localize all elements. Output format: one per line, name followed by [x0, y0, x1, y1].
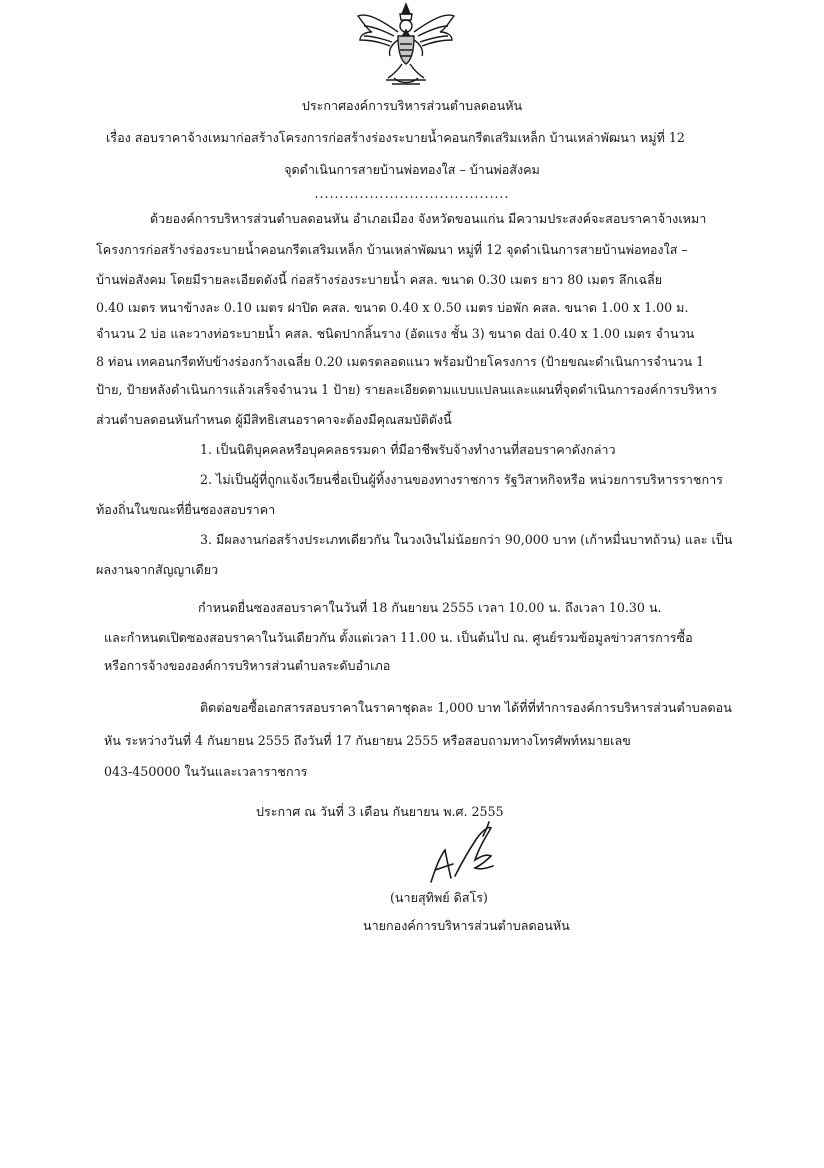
subject-line: เรื่อง สอบราคาจ้างเหมาก่อสร้างโครงการก่อสร้างร่องระบายน้ำคอนกรีตเสริมเหล็ก บ้านเหล่าพัฒนา หมู่ที่ 12: [106, 130, 685, 145]
paragraph-2-line: หรือการจ้างขององค์การบริหารส่วนตำบลระดับอำเภอ: [104, 658, 391, 673]
paragraph-1-line: โครงการก่อสร้างร่องระบายน้ำคอนกรีตเสริมเหล็ก บ้านเหล่าพัฒนา หมู่ที่ 12 จุดดำเนินการสายบ้านพ่อทองใส –: [96, 242, 688, 257]
paragraph-1-line: จำนวน 2 บ่อ และวางท่อระบายน้ำ คสล. ชนิดปากลิ้นราง (อัดแรง ชั้น 3) ขนาด dai 0.40 x 1.00 เมตร จำนวน: [96, 326, 695, 341]
paragraph-2-line: และกำหนดเปิดซองสอบราคาในวันเดียวกัน ตั้งแต่เวลา 11.00 น. เป็นต้นไป ณ. ศูนย์รวมข้อมูลข่าวสารการซื้อ: [104, 630, 693, 645]
paragraph-2-line: กำหนดยื่นซองสอบราคาในวันที่ 18 กันยายน 2555 เวลา 10.00 น. ถึงเวลา 10.30 น.: [198, 600, 662, 615]
paragraph-1-line: บ้านพ่อสังคม โดยมีรายละเอียดดังนี้ ก่อสร้างร่องระบายน้ำ คสล. ขนาด 0.30 เมตร ยาว 80 เมตร ลึกเฉลี่ย: [96, 272, 663, 287]
handwritten-signature-icon: [425, 820, 505, 890]
qualification-3-cont: ผลงานจากสัญญาเดียว: [96, 562, 219, 577]
paragraph-1-line: 8 ท่อน เทคอนกรีตทับข้างร่องกว้างเฉลี่ย 0.20 เมตรตลอดแนว พร้อมป้ายโครงการ (ป้ายขณะดำเนินการจำนวน 1: [96, 354, 705, 369]
subject-location: จุดดำเนินการสายบ้านพ่อทองใส – บ้านพ่อสังคม: [284, 162, 540, 177]
qualification-1: 1. เป็นนิติบุคคลหรือบุคคลธรรมดา ที่มีอาชีพรับจ้างทำงานที่สอบราคาดังกล่าว: [200, 442, 616, 457]
signer-title: นายกองค์การบริหารส่วนตำบลดอนหัน: [363, 918, 570, 933]
qualification-2-cont: ท้องถิ่นในขณะที่ยื่นซองสอบราคา: [96, 502, 276, 517]
qualification-2: 2. ไม่เป็นผู้ที่ถูกแจ้งเวียนชื่อเป็นผู้ทิ้งงานของทางราชการ รัฐวิสาหกิจหรือ หน่วยการบริหารราชการ: [200, 472, 723, 487]
paragraph-3-line: หัน ระหว่างวันที่ 4 กันยายน 2555 ถึงวันที่ 17 กันยายน 2555 หรือสอบถามทางโทรศัพท์หมายเลข: [104, 733, 631, 748]
paragraph-1-line: ป้าย, ป้ายหลังดำเนินการแล้วเสร็จจำนวน 1 ป้าย) รายละเอียดตามแบบแปลนและแผนที่จุดดำเนินการองค์การบริหาร: [96, 382, 717, 397]
qualification-3: 3. มีผลงานก่อสร้างประเภทเดียวกัน ในวงเงินไม่น้อยกว่า 90,000 บาท (เก้าหมื่นบาทถ้วน) และ เป็น: [200, 532, 733, 547]
paragraph-3-line: ติดต่อขอซื้อเอกสารสอบราคาในราคาชุดละ 1,000 บาท ได้ที่ที่ทำการองค์การบริหารส่วนตำบลดอน: [200, 700, 732, 715]
signer-name: (นายสุทิพย์ ดิสโร): [390, 890, 488, 905]
paragraph-1-line: ส่วนตำบลดอนหันกำหนด ผู้มีสิทธิเสนอราคาจะต้องมีคุณสมบัติดังนี้: [96, 412, 452, 427]
paragraph-3-line: 043-450000 ในวันและเวลาราชการ: [104, 764, 308, 779]
announce-date: ประกาศ ณ วันที่ 3 เดือน กันยายน พ.ศ. 2555: [256, 804, 504, 819]
org-title: ประกาศองค์การบริหารส่วนตำบลดอนหัน: [301, 98, 523, 113]
paragraph-1-line: 0.40 เมตร หนาข้างละ 0.10 เมตร ฝาปิด คสล. ขนาด 0.40 x 0.50 เมตร บ่อพัก คสล. ขนาด 1.00 x 1.00 ม.: [96, 300, 689, 315]
separator: .......................................: [314, 186, 510, 201]
paragraph-1-line: ด้วยองค์การบริหารส่วนตำบลดอนหัน อำเภอเมือง จังหวัดขอนแก่น มีความประสงค์จะสอบราคาจ้างเหมา: [150, 211, 707, 226]
garuda-emblem-icon: [354, 2, 458, 88]
